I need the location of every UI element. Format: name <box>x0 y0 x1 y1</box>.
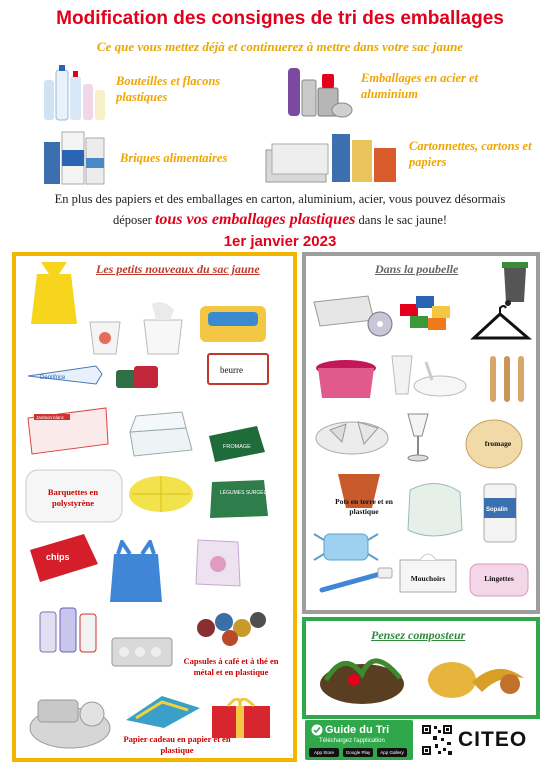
tissue-box-image <box>398 552 458 594</box>
sopalin-text: Sopalin <box>486 507 508 513</box>
paper-label: Cartonnettes, cartons et papiers <box>409 139 532 169</box>
bin-image <box>500 258 530 306</box>
intro-text: En plus des papiers et des emballages en carton, aluminium, acier, vous pouvez désormais <box>54 192 506 206</box>
page-subtitle: Ce que vous mettez déjà et continuerez à mettre dans votre sac jaune <box>96 39 464 54</box>
yogurt-image <box>86 316 124 356</box>
gift-wrap-label: Papier cadeau en papier et en plastique <box>123 734 231 755</box>
google-play-badge[interactable]: Google Play <box>343 748 373 757</box>
compost-title: Pensez composteur <box>371 628 466 642</box>
trays-label: Barquettes en polystyrène <box>47 487 99 508</box>
frozen-veg-image <box>206 476 272 522</box>
compost-greens-image <box>314 640 410 710</box>
metal-packaging-image <box>282 64 354 122</box>
app-subtitle: Téléchargez l'application <box>319 738 385 744</box>
cartons-image <box>40 128 108 188</box>
trash-title: Dans la poubelle <box>375 262 459 276</box>
app-name: Guide du Tri <box>325 724 390 736</box>
disposable-cups-image <box>386 350 470 402</box>
paper-image <box>262 128 402 188</box>
intro-after: dans le sac jaune! <box>358 213 448 227</box>
glass-image <box>398 410 438 466</box>
toy-bricks-image <box>396 290 460 334</box>
intro-text-2 <box>0 211 560 229</box>
check-icon <box>311 724 323 736</box>
film-bag-image <box>190 534 246 590</box>
cartons-label: Briques alimentaires <box>120 151 228 165</box>
foil-trays-image <box>26 686 114 752</box>
effective-date: 1er janvier 2023 <box>223 233 337 250</box>
butter-wrap-image <box>206 352 270 386</box>
cheese-text: FROMAGE <box>223 444 251 450</box>
net-bag-image <box>126 470 196 516</box>
metal-label: Emballages en acier et aluminium <box>361 71 478 101</box>
bottles-image <box>40 62 108 124</box>
food-container-image <box>312 352 380 404</box>
intro-before: déposer <box>112 213 152 227</box>
banana-peel-image <box>420 648 532 704</box>
page-title: Modification des consignes de tri des emballages <box>56 8 504 29</box>
clamshell-image <box>126 408 196 462</box>
toothpaste-text: Dentifrice <box>40 375 66 381</box>
chips-text: chips <box>46 552 70 562</box>
paper-towel-image <box>480 480 520 546</box>
intro-highlight: tous vos emballages plastiques <box>154 211 356 228</box>
hanger-image <box>470 304 532 344</box>
yellow-bag-image <box>27 262 81 328</box>
cheese-pack-image <box>205 422 269 466</box>
app-store-badge[interactable]: App Store <box>309 748 339 757</box>
qr-code[interactable] <box>421 724 453 756</box>
bottles-label: Bouteilles et flacons plastiques <box>116 74 221 104</box>
film-waste-image <box>402 480 468 542</box>
broken-plates-image <box>312 408 392 460</box>
citeo-logo: CITEO <box>458 728 528 751</box>
plastic-bag-image <box>104 540 168 604</box>
laptop-cd-image <box>308 294 398 338</box>
ham-packaging-image <box>26 406 110 456</box>
mask-image <box>312 524 380 570</box>
wrappers-image <box>112 362 162 396</box>
blister-image <box>110 634 174 670</box>
ham-text: Jambon blanc <box>36 415 65 420</box>
pots-label: Pots en terre et en plastique <box>335 497 393 516</box>
chips-bag-image <box>24 530 102 584</box>
wooden-cutlery-image <box>484 352 530 404</box>
wipes-label: Lingettes <box>484 574 514 583</box>
capsules-image <box>194 606 268 648</box>
capsules-label: Capsules à café et à thé en métal et en plastique <box>183 656 279 677</box>
toothpaste-image <box>26 362 106 392</box>
new-items-title: Les petits nouveaux du sac jaune <box>96 262 260 276</box>
toothbrush-image <box>318 566 396 596</box>
butter-tub-image <box>198 300 268 344</box>
gift-wrap-image <box>122 690 202 730</box>
app-download-banner[interactable] <box>305 720 413 760</box>
frozen-text: LÉGUMES SURGELÉS <box>220 490 272 496</box>
cheese-trash-label: fromage <box>484 439 512 448</box>
cup-image <box>140 300 186 356</box>
app-gallery-badge[interactable]: App Gallery <box>377 748 407 757</box>
tubes-image <box>34 604 104 656</box>
tissues-label: Mouchoirs <box>410 574 446 583</box>
butter-text: beurre <box>220 365 243 375</box>
